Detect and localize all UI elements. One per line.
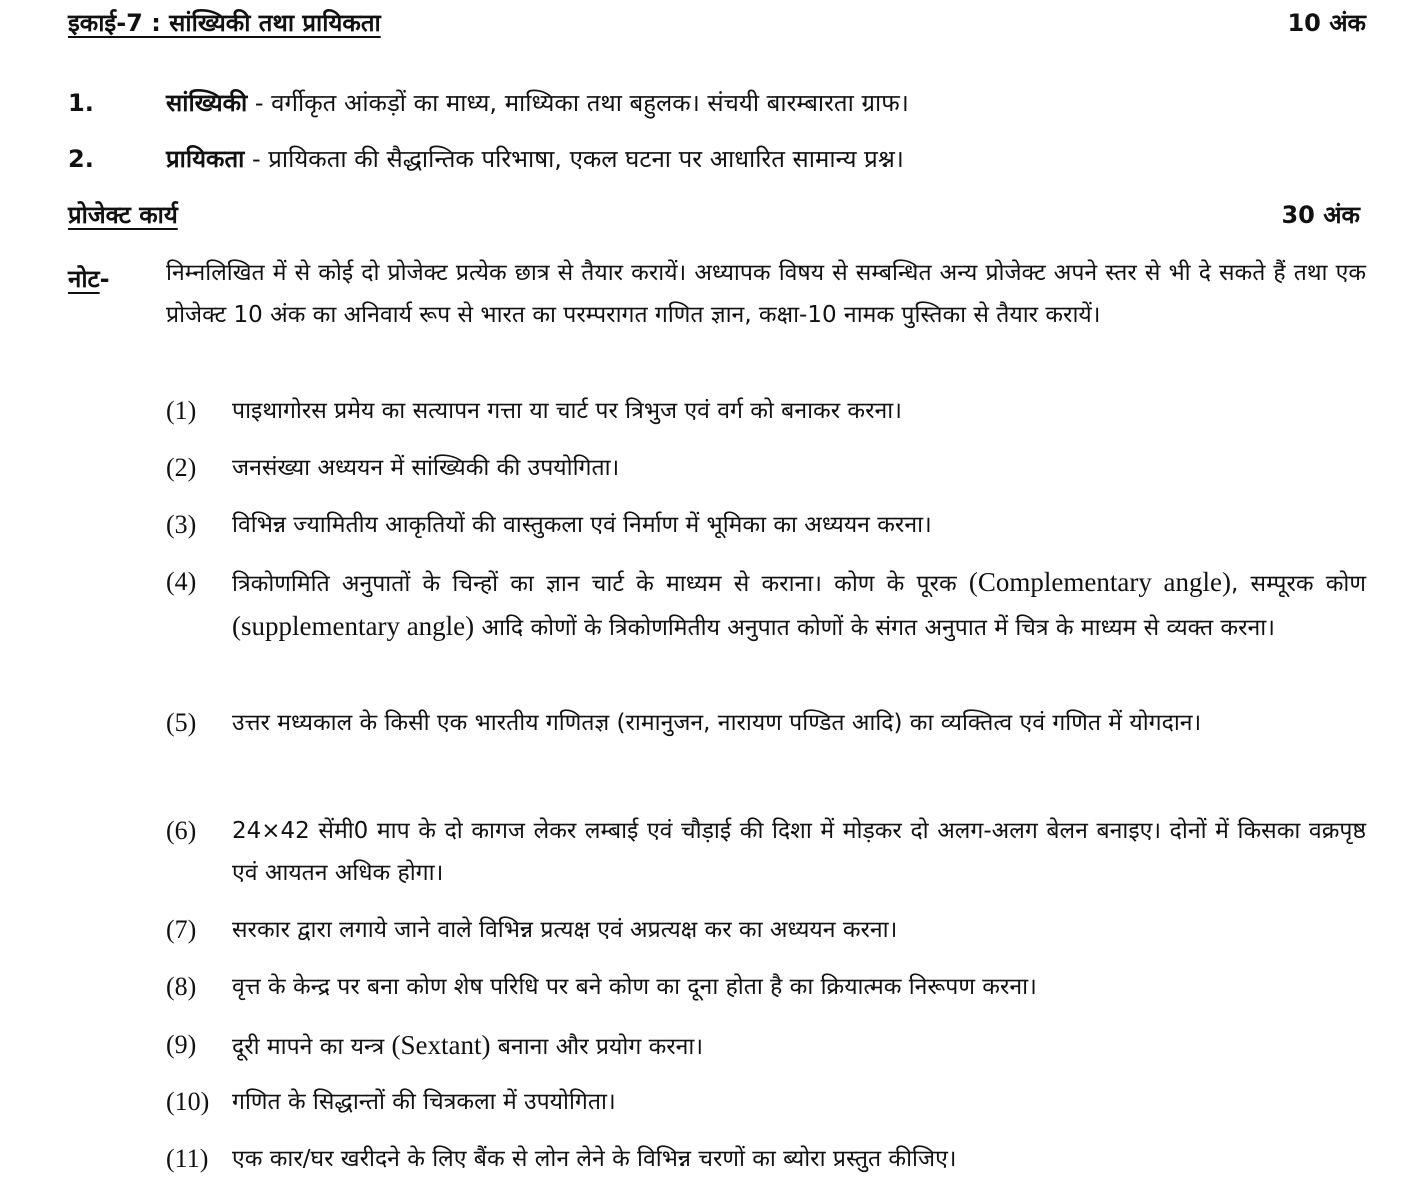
project-heading: [68, 200, 1360, 230]
item-number: (11): [166, 1144, 209, 1173]
item-text: [232, 1024, 1366, 1068]
topic-description: - वर्गीकृत आंकड़ों का माध्य, माध्यिका तथा बहुलक। संचयी बारम्बारता ग्राफ।: [247, 89, 909, 117]
project-list-item: [166, 702, 1366, 744]
item-latin-term: (Sextant): [391, 1030, 491, 1060]
note-dash: -: [99, 265, 110, 293]
item-number: (9): [166, 1030, 197, 1059]
unit-marks: 10 अंक: [1287, 9, 1366, 37]
project-list-item: [166, 1081, 1366, 1123]
project-list-item: [166, 1138, 1366, 1180]
item-number: (2): [166, 453, 197, 482]
item-latin-term: (supplementary angle): [232, 611, 475, 641]
topic-content: [166, 88, 909, 118]
item-number: (10): [166, 1087, 210, 1116]
item-number: (6): [166, 816, 197, 845]
project-list-item: [166, 447, 1366, 489]
item-number: (4): [166, 567, 197, 596]
item-number: (8): [166, 972, 197, 1001]
project-list-item: [166, 966, 1366, 1008]
topic-description: - प्रायिकता की सैद्धान्तिक परिभाषा, एकल घटना पर आधारित सामान्य प्रश्न।: [244, 145, 904, 173]
topic-title: प्रायिकता: [166, 145, 245, 173]
project-list-item: [166, 909, 1366, 951]
item-text: पाइथागोरस प्रमेय का सत्यापन गत्ता या चार्ट पर त्रिभुज एवं वर्ग को बनाकर करना।: [232, 398, 902, 424]
item-text: सरकार द्वारा लगाये जाने वाले विभिन्न प्रत्यक्ष एवं अप्रत्यक्ष कर का अध्ययन करना।: [232, 917, 898, 943]
item-text-part: , सम्पूरक कोण: [1230, 571, 1367, 597]
project-list-item: [166, 810, 1366, 894]
item-text: उत्तर मध्यकाल के किसी एक भारतीय गणितज्ञ (रामानुजन, नारायण पण्डित आदि) का व्यक्तित्व एवं गणित में योगदान।: [232, 710, 1202, 736]
item-text-part: दूरी मापने का यन्त्र: [232, 1034, 392, 1060]
topic-title: सांख्यिकी: [166, 89, 248, 117]
item-text: विभिन्न ज्यामितीय आकृतियों की वास्तुकला एवं निर्माण में भूमिका का अध्ययन करना।: [232, 512, 932, 538]
item-text: 24×42 सेंमी0 माप के दो कागज लेकर लम्बाई एवं चौड़ाई की दिशा में मोड़कर दो अलग-अलग बेलन बनाइए। दोनों में किसका वक्रपृष्ठ एवं आयतन अधिक होगा।: [232, 818, 1366, 886]
item-text: [232, 561, 1366, 649]
note-paragraph: निम्नलिखित में से कोई दो प्रोजेक्ट प्रत्येक छात्र से तैयार करायें। अध्यापक विषय से सम्बन्धित अन्य प्रोजेक्ट अपने स्तर से भी दे सकते हैं तथा एक प्रोजेक्ट 10 अंक का अनिवार्य रूप से भारत का परम्परागत गणित ज्ञान, कक्षा-10 नामक पुस्तिका से तैयार करायें।: [166, 260, 1366, 328]
project-marks: 30 अंक: [1281, 201, 1360, 229]
project-title: प्रोजेक्ट कार्य: [68, 201, 178, 229]
item-text-part: बनाना और प्रयोग करना।: [490, 1034, 704, 1060]
item-latin-term: (Complementary angle): [968, 567, 1231, 597]
item-text: जनसंख्या अध्ययन में सांख्यिकी की उपयोगिता।: [232, 455, 620, 481]
item-number: (7): [166, 915, 197, 944]
item-number: (3): [166, 510, 197, 539]
item-text: गणित के सिद्धान्तों की चित्रकला में उपयोगिता।: [232, 1089, 616, 1115]
unit-title: इकाई-7 : सांख्यिकी तथा प्रायिकता: [68, 9, 381, 37]
topic-number: 1.: [68, 89, 94, 117]
project-list-item: [166, 504, 1366, 546]
item-number: (1): [166, 396, 197, 425]
item-text: वृत्त के केन्द्र पर बना कोण शेष परिधि पर बने कोण का दूना होता है का क्रियात्मक निरूपण करना।: [232, 974, 1037, 1000]
item-text-part: त्रिकोणमिति अनुपातों के चिन्हों का ज्ञान चार्ट के माध्यम से कराना। कोण के पूरक: [232, 571, 969, 597]
project-list-item: [166, 1024, 1366, 1068]
item-text: एक कार/घर खरीदने के लिए बैंक से लोन लेने के विभिन्न चरणों का ब्योरा प्रस्तुत कीजिए।: [232, 1146, 957, 1172]
item-text-part: आदि कोणों के त्रिकोणमितीय अनुपात कोणों के संगत अनुपात में चित्र के माध्यम से व्यक्त करना।: [474, 615, 1275, 641]
project-list-item: [166, 390, 1366, 432]
item-number: (5): [166, 708, 197, 737]
note-label: नोट: [68, 265, 100, 293]
project-list-item: [166, 561, 1366, 649]
unit-heading: [68, 8, 1366, 38]
topic-number: 2.: [68, 145, 94, 173]
note-label-group: [68, 258, 110, 300]
topic-content: [166, 144, 904, 174]
